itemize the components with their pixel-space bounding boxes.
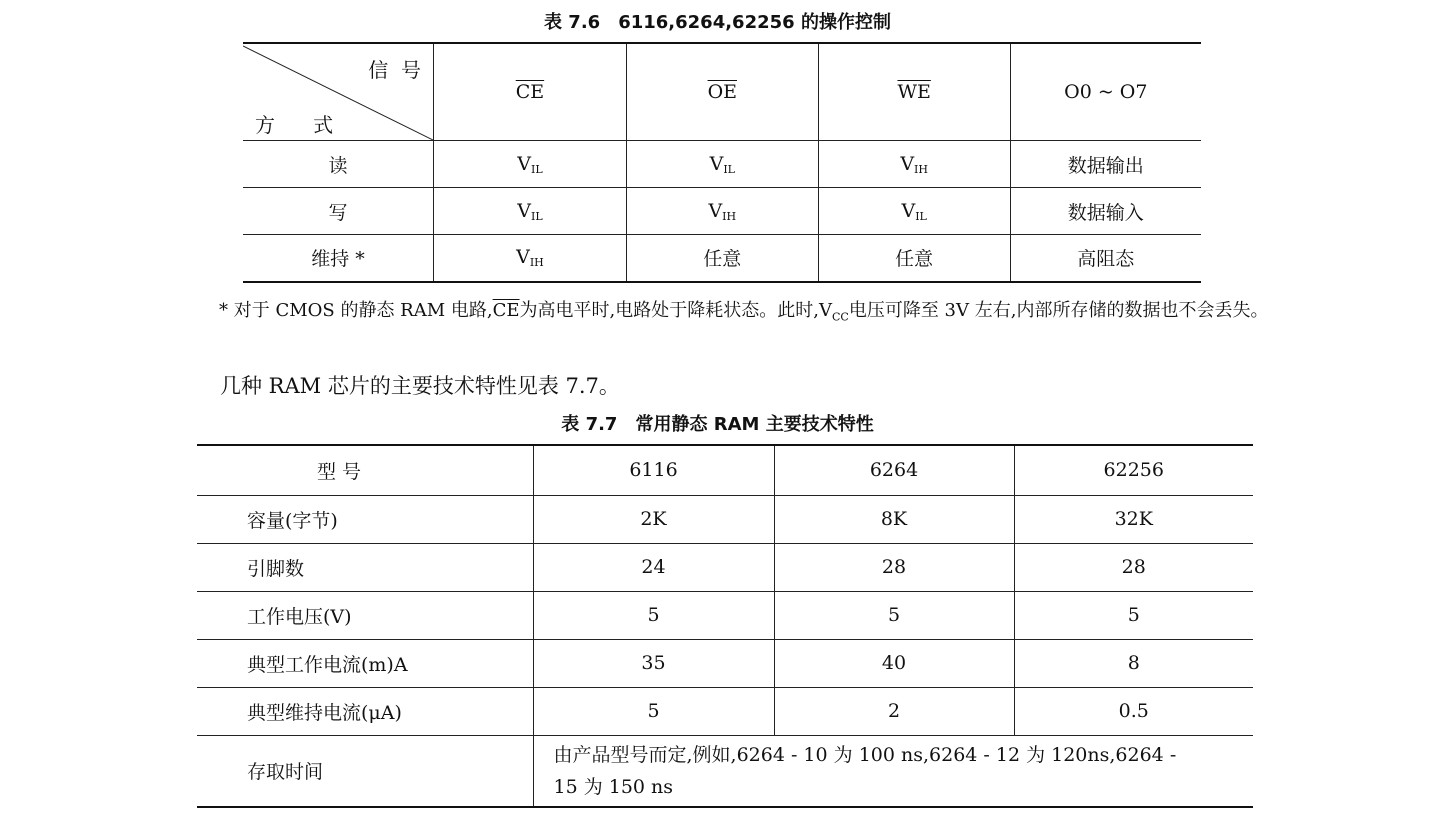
oe-cell: $V_{IL}$ — [626, 141, 818, 188]
model-header-label: 型 号 — [317, 460, 362, 483]
ce-cell: $V_{IL}$ — [434, 141, 627, 188]
table-7-7-caption-text: 常用静态 RAM 主要技术特性 — [635, 414, 874, 435]
value-cell: 24 — [533, 543, 774, 591]
value-cell: 8K — [774, 495, 1014, 543]
table-7-6-caption — [0, 8, 1435, 34]
row-label: 引脚数 — [247, 557, 305, 580]
header-data-bus: O0 ~ O7 — [1010, 43, 1201, 141]
row-label: 存取时间 — [247, 761, 324, 784]
footnote: * 对于 CMOS 的静态 RAM 电路$,\overline{CE}$为高电平时,电路处于降耗状态。此时$,V_{CC}$电压可降至 3V 左右,内部所存储的数据也不会丢失。 — [219, 300, 1269, 324]
value-cell: 35 — [533, 639, 774, 687]
we-cell: $V_{IL}$ — [818, 188, 1010, 235]
ce-cell: $V_{IH}$ — [434, 235, 627, 282]
table-header-row — [243, 43, 1201, 141]
model-6264: 6264 — [774, 445, 1014, 495]
operation-control-table — [243, 42, 1201, 283]
table-row — [197, 495, 1253, 543]
table-row-read — [243, 141, 1201, 188]
table-7-7-caption — [0, 410, 1435, 436]
body-paragraph: 几种 RAM 芯片的主要技术特性见表 7.7。 — [220, 374, 620, 398]
we-cell: $V_{IH}$ — [818, 141, 1010, 188]
ce-cell: $V_{IL}$ — [434, 188, 627, 235]
mode-cell: 读 — [328, 154, 348, 177]
value-cell: 5 — [1014, 591, 1253, 639]
model-6116: 6116 — [533, 445, 774, 495]
model-62256: 62256 — [1014, 445, 1253, 495]
mode-cell: 写 — [328, 201, 348, 224]
value-cell: 32K — [1014, 495, 1253, 543]
value-cell: 5 — [533, 591, 774, 639]
table-row-standby — [243, 235, 1201, 282]
signal-header-label: 信 号 — [368, 58, 421, 82]
table-row-write — [243, 188, 1201, 235]
header-oe: $\overline{OE}$ — [626, 43, 818, 141]
value-cell: 28 — [774, 543, 1014, 591]
oe-cell: 任意 — [626, 235, 818, 282]
table-7-6-caption-number: 表 7.6 — [544, 12, 601, 33]
data-cell: 高阻态 — [1010, 235, 1201, 282]
mode-header-label: 方 式 — [255, 113, 334, 137]
table-row — [197, 687, 1253, 735]
value-cell: 5 — [533, 687, 774, 735]
mode-cell: 维持 * — [311, 248, 365, 271]
value-cell: 2 — [774, 687, 1014, 735]
value-cell: 0.5 — [1014, 687, 1253, 735]
oe-cell: $V_{IH}$ — [626, 188, 818, 235]
access-time-description: 由产品型号而定,例如,6264 - 10 为 100 ns,6264 - 12 为 120ns,6264 - 15 为 150 ns — [533, 735, 1253, 807]
header-ce: $\overline{CE}$ — [434, 43, 627, 141]
table-row-access-time — [197, 735, 1253, 807]
table-header-row — [197, 445, 1253, 495]
diagonal-header-cell — [243, 43, 434, 141]
sram-spec-table — [197, 444, 1253, 808]
table-row — [197, 639, 1253, 687]
value-cell: 2K — [533, 495, 774, 543]
value-cell: 28 — [1014, 543, 1253, 591]
value-cell: 40 — [774, 639, 1014, 687]
table-row — [197, 591, 1253, 639]
row-label: 典型工作电流(m)A — [247, 653, 408, 676]
header-we: $\overline{WE}$ — [818, 43, 1010, 141]
table-7-7-caption-number: 表 7.7 — [561, 414, 618, 435]
data-cell: 数据输入 — [1010, 188, 1201, 235]
data-cell: 数据输出 — [1010, 141, 1201, 188]
row-label: 典型维持电流(μA) — [247, 701, 402, 724]
table-row — [197, 543, 1253, 591]
value-cell: 8 — [1014, 639, 1253, 687]
row-label: 容量(字节) — [247, 509, 338, 532]
value-cell: 5 — [774, 591, 1014, 639]
we-cell: 任意 — [818, 235, 1010, 282]
row-label: 工作电压(V) — [247, 605, 352, 628]
table-7-6-caption-text: 6116,6264,62256 的操作控制 — [618, 12, 891, 33]
